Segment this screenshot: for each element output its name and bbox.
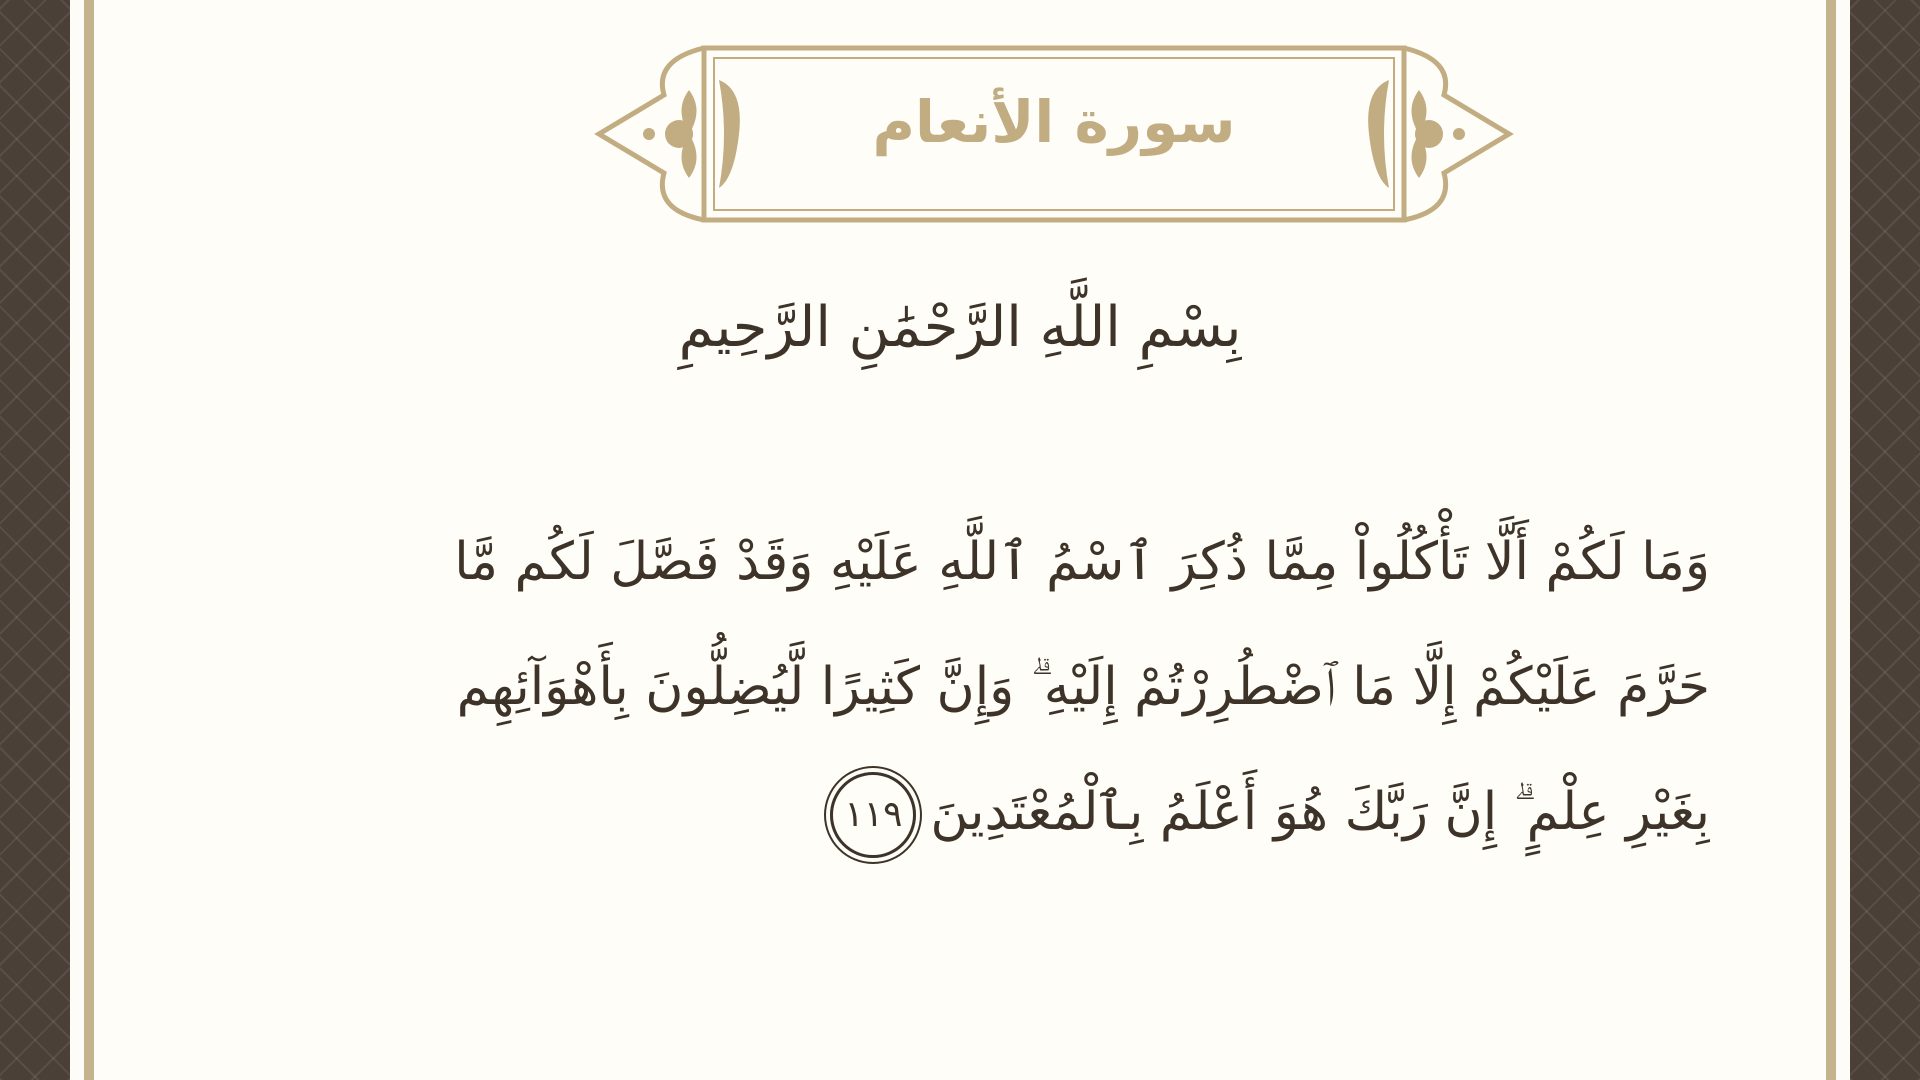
verse-text — [344, 500, 1710, 875]
left-gold-rule — [84, 0, 94, 1080]
right-decorative-border — [1850, 0, 1920, 1080]
right-gold-rule — [1826, 0, 1836, 1080]
verse-line: وَمَا لَكُمْ أَلَّا تَأْكُلُواْ مِمَّا ذُكِرَ ٱسْمُ ٱللَّهِ عَلَيْهِ وَقَدْ فَصَّلَ لَكُم مَّا — [454, 532, 1710, 592]
verse-line: حَرَّمَ عَلَيْكُمْ إِلَّا مَا ٱضْطُرِرْتُمْ إِلَيْهِ ۗ وَإِنَّ كَثِيرًا لَّيُضِلُّونَ بِأَهْوَآئِهِم — [456, 657, 1710, 717]
basmala: بِسْمِ اللَّهِ الرَّحْمَٰنِ الرَّحِيمِ — [678, 295, 1242, 360]
surah-header-frame — [594, 40, 1514, 230]
ayah-number-marker: ١١٩ — [830, 772, 916, 858]
mushaf-page — [94, 0, 1826, 1080]
verse-line-text: بِغَيْرِ عِلْمٍ ۗ إِنَّ رَبَّكَ هُوَ أَعْلَمُ بِٱلْمُعْتَدِينَ — [930, 782, 1710, 842]
surah-title: سورة الأنعام — [872, 88, 1236, 156]
verse-line — [344, 750, 1710, 875]
left-decorative-border — [0, 0, 70, 1080]
